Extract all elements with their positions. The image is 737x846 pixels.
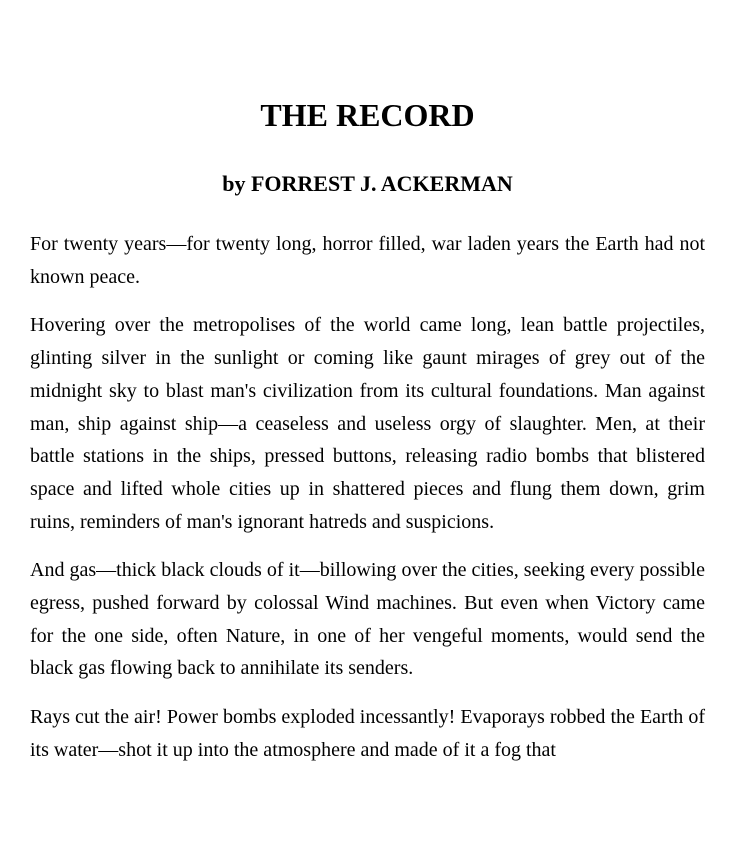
author-byline: by FORREST J. ACKERMAN — [222, 171, 513, 196]
story-body — [30, 228, 705, 767]
paragraph-4: Rays cut the air! Power bombs exploded incessantly! Evaporays robbed the Earth of its water—shot it up into the atmosphere and made of it a fog that — [30, 706, 705, 761]
document-page — [30, 0, 705, 783]
paragraph-1: For twenty years—for twenty long, horror filled, war laden years the Earth had not known peace. — [30, 233, 705, 288]
story-title: THE RECORD — [260, 97, 475, 133]
paragraph-2: Hovering over the metropolises of the world came long, lean battle projectiles, glinting silver in the sunlight or coming like gaunt mirages of grey out of the midnight sky to blast man's civilization from its cultural foundations. Man against man, ship against ship—a ceaseless and useless orgy of slaughter. Men, at their battle stations in the ships, pressed buttons, releasing radio bombs that blistered space and lifted whole cities up in shattered pieces and flung them down, grim ruins, reminders of man's ignorant hatreds and suspicions. — [30, 314, 705, 533]
paragraph-3: And gas—thick black clouds of it—billowing over the cities, seeking every possible egress, pushed forward by colossal Wind machines. But even when Victory came for the one side, often Nature, in one of her vengeful moments, would send the black gas flowing back to annihilate its senders. — [30, 559, 705, 680]
